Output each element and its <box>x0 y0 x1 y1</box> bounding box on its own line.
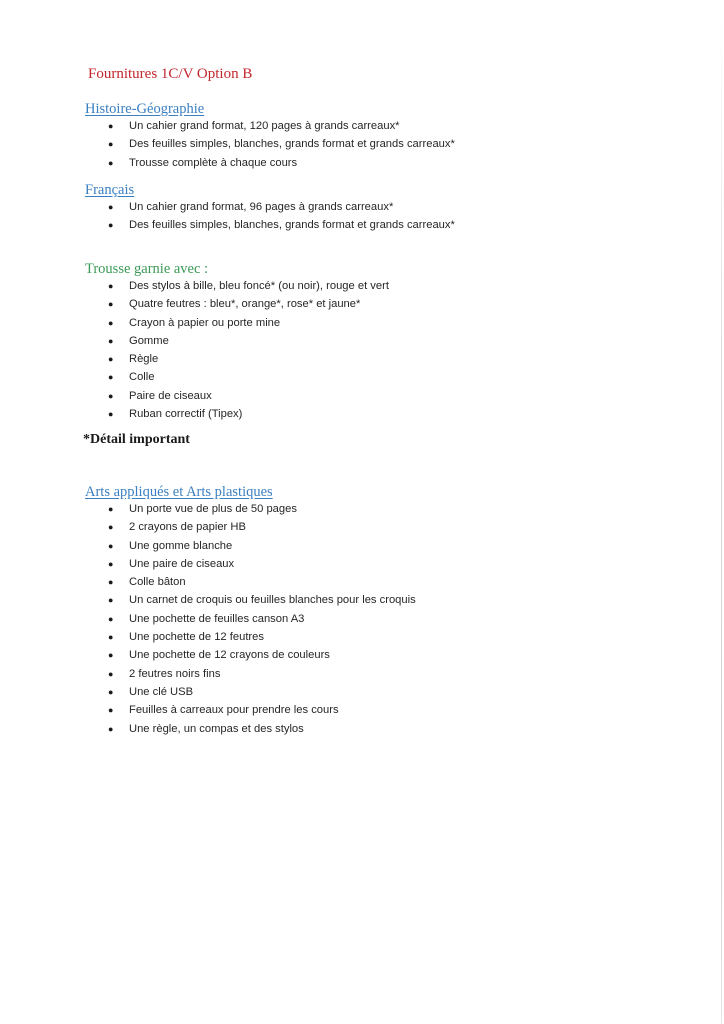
bullet-icon: ● <box>108 139 114 150</box>
list-item: ● Paire de ciseaux <box>108 387 389 405</box>
bullet-icon: ● <box>108 577 114 588</box>
scan-edge-line <box>721 0 722 1024</box>
list-item: ● Quatre feutres : bleu*, orange*, rose* et jaune* <box>108 295 389 313</box>
bullet-icon: ● <box>108 595 114 606</box>
bullet-icon: ● <box>108 299 114 310</box>
bullet-icon: ● <box>108 372 114 383</box>
bullet-icon: ● <box>108 317 114 328</box>
bullet-icon: ● <box>108 220 114 231</box>
bullet-icon: ● <box>108 354 114 365</box>
list-item: ● Trousse complète à chaque cours <box>108 154 455 172</box>
section-heading-arts: Arts appliqués et Arts plastiques <box>85 484 273 500</box>
bullet-icon: ● <box>108 558 114 569</box>
bullet-icon: ● <box>108 613 114 624</box>
list-item: ● 2 crayons de papier HB <box>108 518 416 536</box>
list-item: ● Un cahier grand format, 120 pages à grands carreaux* <box>108 117 455 135</box>
bullet-icon: ● <box>108 202 114 212</box>
section-heading-francais: Français <box>85 182 135 198</box>
list-arts <box>108 500 416 738</box>
list-item: ● Une gomme blanche <box>108 537 416 555</box>
bullet-icon: ● <box>108 390 114 401</box>
bullet-icon: ● <box>108 705 114 716</box>
list-item: ● Une paire de ciseaux <box>108 555 416 573</box>
list-item: ● Une pochette de feuilles canson A3 <box>108 610 416 628</box>
list-item: ● Ruban correctif (Tipex) <box>108 405 389 423</box>
bullet-icon: ● <box>108 686 114 697</box>
list-francais <box>108 198 455 235</box>
bullet-icon: ● <box>108 632 114 643</box>
list-histoire-geographie <box>108 117 455 172</box>
list-item: ● Colle <box>108 368 389 386</box>
bullet-icon: ● <box>108 668 114 679</box>
bullet-icon: ● <box>108 281 114 291</box>
list-item: ● Un carnet de croquis ou feuilles blanches pour les croquis <box>108 591 416 609</box>
list-item: ● Des stylos à bille, bleu foncé* (ou noir), rouge et vert <box>108 277 389 295</box>
list-trousse <box>108 277 389 423</box>
list-item: ● Un cahier grand format, 96 pages à grands carreaux* <box>108 198 455 216</box>
bullet-icon: ● <box>108 121 114 131</box>
important-note: *Détail important <box>83 432 190 447</box>
bullet-icon: ● <box>108 157 114 168</box>
bullet-icon: ● <box>108 504 114 514</box>
list-item: ● Crayon à papier ou porte mine <box>108 314 389 332</box>
list-item: ● Feuilles à carreaux pour prendre les cours <box>108 701 416 719</box>
list-item: ● Une pochette de 12 crayons de couleurs <box>108 646 416 664</box>
list-item: ● Des feuilles simples, blanches, grands format et grands carreaux* <box>108 135 455 153</box>
list-item: ● Une règle, un compas et des stylos <box>108 720 416 738</box>
list-item: ● Une pochette de 12 feutres <box>108 628 416 646</box>
bullet-icon: ● <box>108 335 114 346</box>
section-heading-histoire-geographie: Histoire-Géographie <box>85 101 205 117</box>
page-title: Fournitures 1C/V Option B <box>88 66 253 82</box>
list-item: ● Gomme <box>108 332 389 350</box>
list-item: ● Un porte vue de plus de 50 pages <box>108 500 416 518</box>
bullet-icon: ● <box>108 723 114 734</box>
list-item: ● 2 feutres noirs fins <box>108 665 416 683</box>
bullet-icon: ● <box>108 409 114 420</box>
section-heading-trousse: Trousse garnie avec : <box>85 261 209 277</box>
list-item: ● Une clé USB <box>108 683 416 701</box>
bullet-icon: ● <box>108 650 114 661</box>
list-item: ● Des feuilles simples, blanches, grands format et grands carreaux* <box>108 216 455 234</box>
list-item: ● Règle <box>108 350 389 368</box>
list-item: ● Colle bâton <box>108 573 416 591</box>
bullet-icon: ● <box>108 540 114 551</box>
bullet-icon: ● <box>108 522 114 533</box>
